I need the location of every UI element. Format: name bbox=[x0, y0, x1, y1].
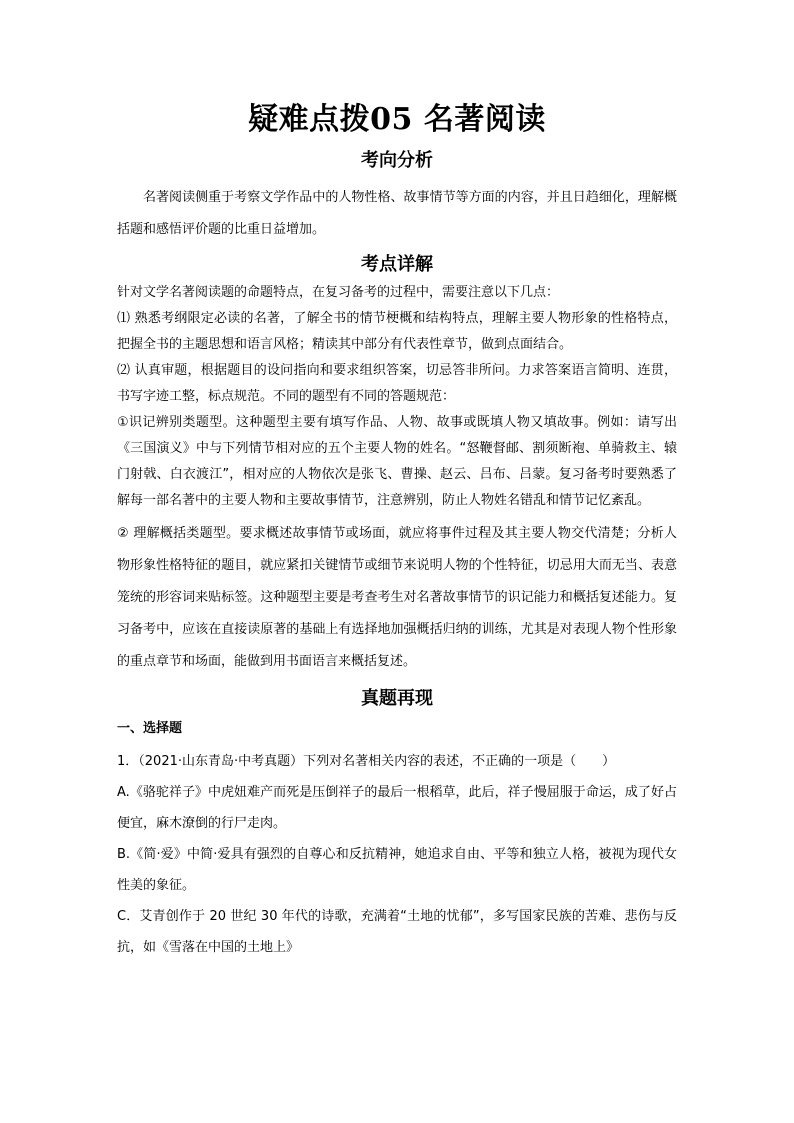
section-heading-real: 真题再现 bbox=[361, 688, 433, 709]
option-b: B.《简·爱》中简·爱具有强烈的自尊心和反抗精神，她追求自由、平等和独立人格，被视为现代女性美的象征。 bbox=[117, 847, 677, 893]
details-point-2: ⑵ 认真审题，根据题目的设问指向和要求组织答案，切忌答非所问。力求答案语言简明、连贯，书写字迹工整，标点规范。不同的题型有不同的答题规范： bbox=[117, 363, 677, 404]
section-heading-details: 考点详解 bbox=[361, 254, 433, 275]
section-heading-analysis: 考向分析 bbox=[361, 150, 433, 171]
details-type-2: ② 理解概括类题型。要求概述故事情节或场面，就应将事件过程及其主要人物交代清楚；分析人物形象性格特征的题目，就应紧扣关键情节或细节来说明人物的个性特征，切忌用大而无当、表意笼统的形容词来贴标签。这种题型主要是考查考生对名著故事情节的识记能力和概括复述能力。复习备考中，应该在直接读原著的基础上有选择地加强概括归纳的训练，尤其是对表现人物个性形象的重点章节和场面，能做到用书面语言来概括复述。 bbox=[117, 526, 677, 669]
details-intro: 针对文学名著阅读题的命题特点，在复习备考的过程中，需要注意以下几点： bbox=[117, 285, 560, 300]
option-c: C．艾青创作于 20 世纪 30 年代的诗歌，充满着“土地的忧郁”，多写国家民族的苦难、悲伤与反抗，如《雪落在中国的土地上》 bbox=[117, 909, 677, 955]
details-point-1: ⑴ 熟悉考纲限定必读的名著，了解全书的情节梗概和结构特点，理解主要人物形象的性格特点，把握全书的主题思想和语言风格；精读其中部分有代表性章节，做到点面结合。 bbox=[117, 311, 677, 352]
document-content bbox=[117, 96, 677, 963]
question-stem: 1．（2021·山东青岛·中考真题）下列对名著相关内容的表述，不正确的一项是（ ） bbox=[117, 754, 616, 769]
document-title: 疑难点拨05 名著阅读 bbox=[248, 102, 546, 137]
real-subheading: 一、选择题 bbox=[117, 721, 183, 736]
option-a: A.《骆驼祥子》中虎妞难产而死是压倒祥子的最后一根稻草，此后，祥子慢屈服于命运，成了好占便宜，麻木潦倒的行尸走肉。 bbox=[117, 785, 677, 831]
details-type-1: ①识记辨别类题型。这种题型主要有填写作品、人物、故事或既填人物又填故事。例如：请写出《三国演义》中与下列情节相对应的五个主要人物的姓名。“怒鞭督邮、割须断袍、单骑救主、辕门射戟、白衣渡江”，相对应的人物依次是张飞、曹操、赵云、吕布、吕蒙。复习备考时要熟悉了解每一部名著中的主要人物和主要故事情节，注意辨别，防止人物姓名错乱和情节记忆紊乱。 bbox=[117, 415, 677, 508]
analysis-paragraph: 名著阅读侧重于考察文学作品中的人物性格、故事情节等方面的内容，并且日趋细化，理解概括题和感悟评价题的比重日益增加。 bbox=[117, 190, 677, 237]
